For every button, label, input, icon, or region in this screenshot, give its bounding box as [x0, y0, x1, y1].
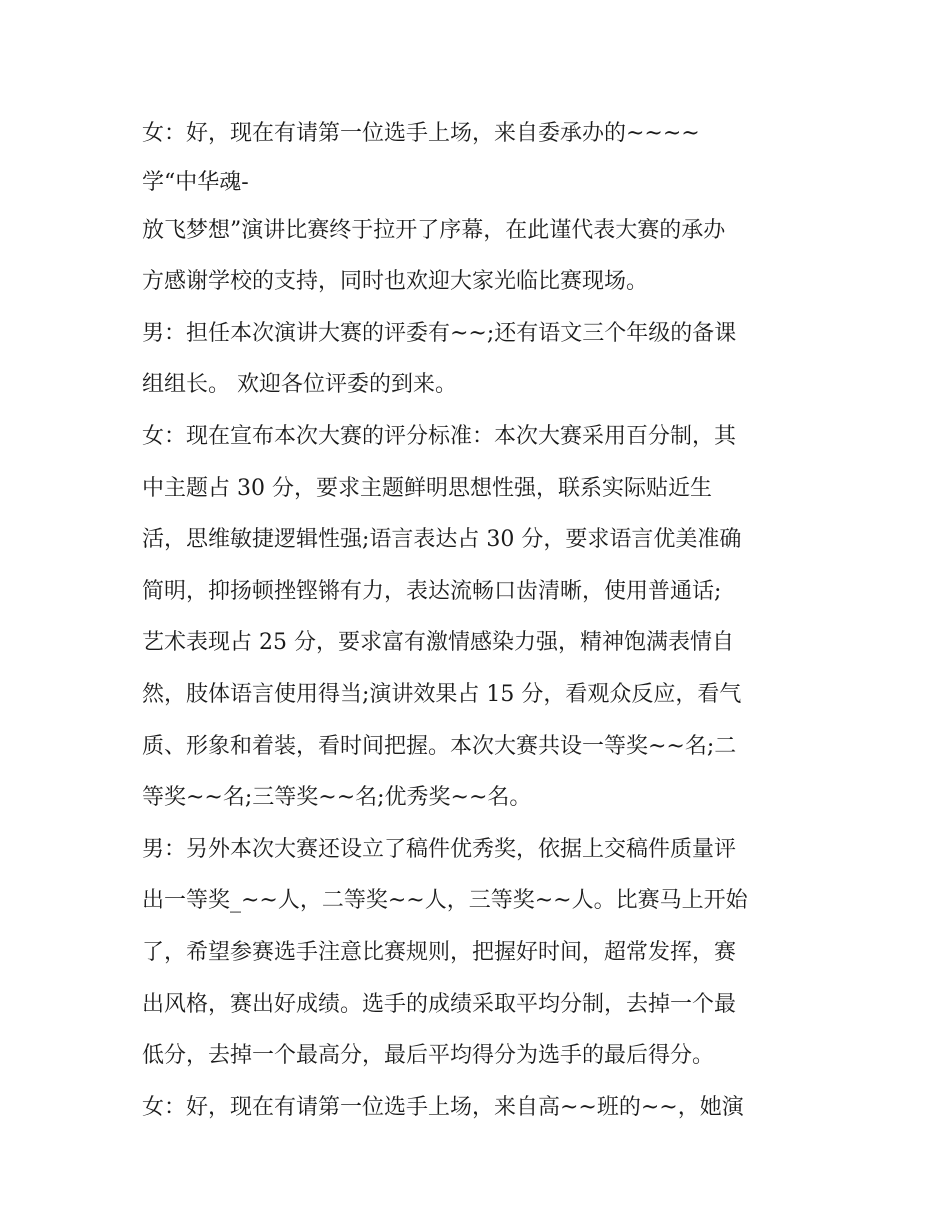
text-line-20: 女：好，现在有请第一位选手上场，来自高~~班的~~，她演: [142, 1094, 744, 1120]
text-line-11: 艺术表现占 25 分，要求富有激情感染力强，精神饱满表情自: [142, 630, 734, 656]
text-line-16: 出一等奖_~~人，二等奖~~人，三等奖~~人。比赛马上开始: [142, 888, 748, 914]
text-line-1: 女：好，现在有请第一位选手上场，来自委承办的~~~~: [142, 121, 700, 146]
text-line-2: 学“中华魂-: [142, 169, 249, 195]
text-line-5: 男：担任本次演讲大赛的评委有~~;还有语文三个年级的备课: [142, 320, 737, 346]
text-line-12: 然，肢体语言使用得当;演讲效果占 15 分，看观众反应，看气: [142, 681, 742, 707]
text-line-14: 等奖~~名;三等奖~~名;优秀奖~~名。: [142, 785, 532, 811]
text-line-3: 放飞梦想”演讲比赛终于拉开了序幕，在此谨代表大赛的承办: [142, 217, 726, 243]
text-line-15: 男：另外本次大赛还设立了稿件优秀奖，依据上交稿件质量评: [142, 836, 737, 862]
text-line-19: 低分，去掉一个最高分，最后平均得分为选手的最后得分。: [142, 1043, 715, 1069]
text-line-8: 中主题占 30 分，要求主题鲜明思想性强，联系实际贴近生: [142, 475, 712, 501]
text-line-6: 组组长。 欢迎各位评委的到来。: [142, 372, 457, 398]
text-line-18: 出风格，赛出好成绩。选手的成绩采取平均分制，去掉一个最: [142, 991, 737, 1017]
text-line-13: 质、形象和着装，看时间把握。本次大赛共设一等奖~~名;二: [142, 733, 737, 759]
text-line-4: 方感谢学校的支持，同时也欢迎大家光临比赛现场。: [142, 269, 649, 295]
document-body: [142, 108, 822, 1133]
text-line-17: 了，希望参赛选手注意比赛规则，把握好时间，超常发挥，赛: [142, 939, 737, 965]
text-line-7: 女：现在宣布本次大赛的评分标准：本次大赛采用百分制，其: [142, 423, 737, 449]
text-line-10: 简明，抑扬顿挫铿锵有力，表达流畅口齿清晰，使用普通话;: [142, 578, 722, 604]
text-line-9: 活，思维敏捷逻辑性强;语言表达占 30 分，要求语言优美准确: [142, 527, 742, 553]
